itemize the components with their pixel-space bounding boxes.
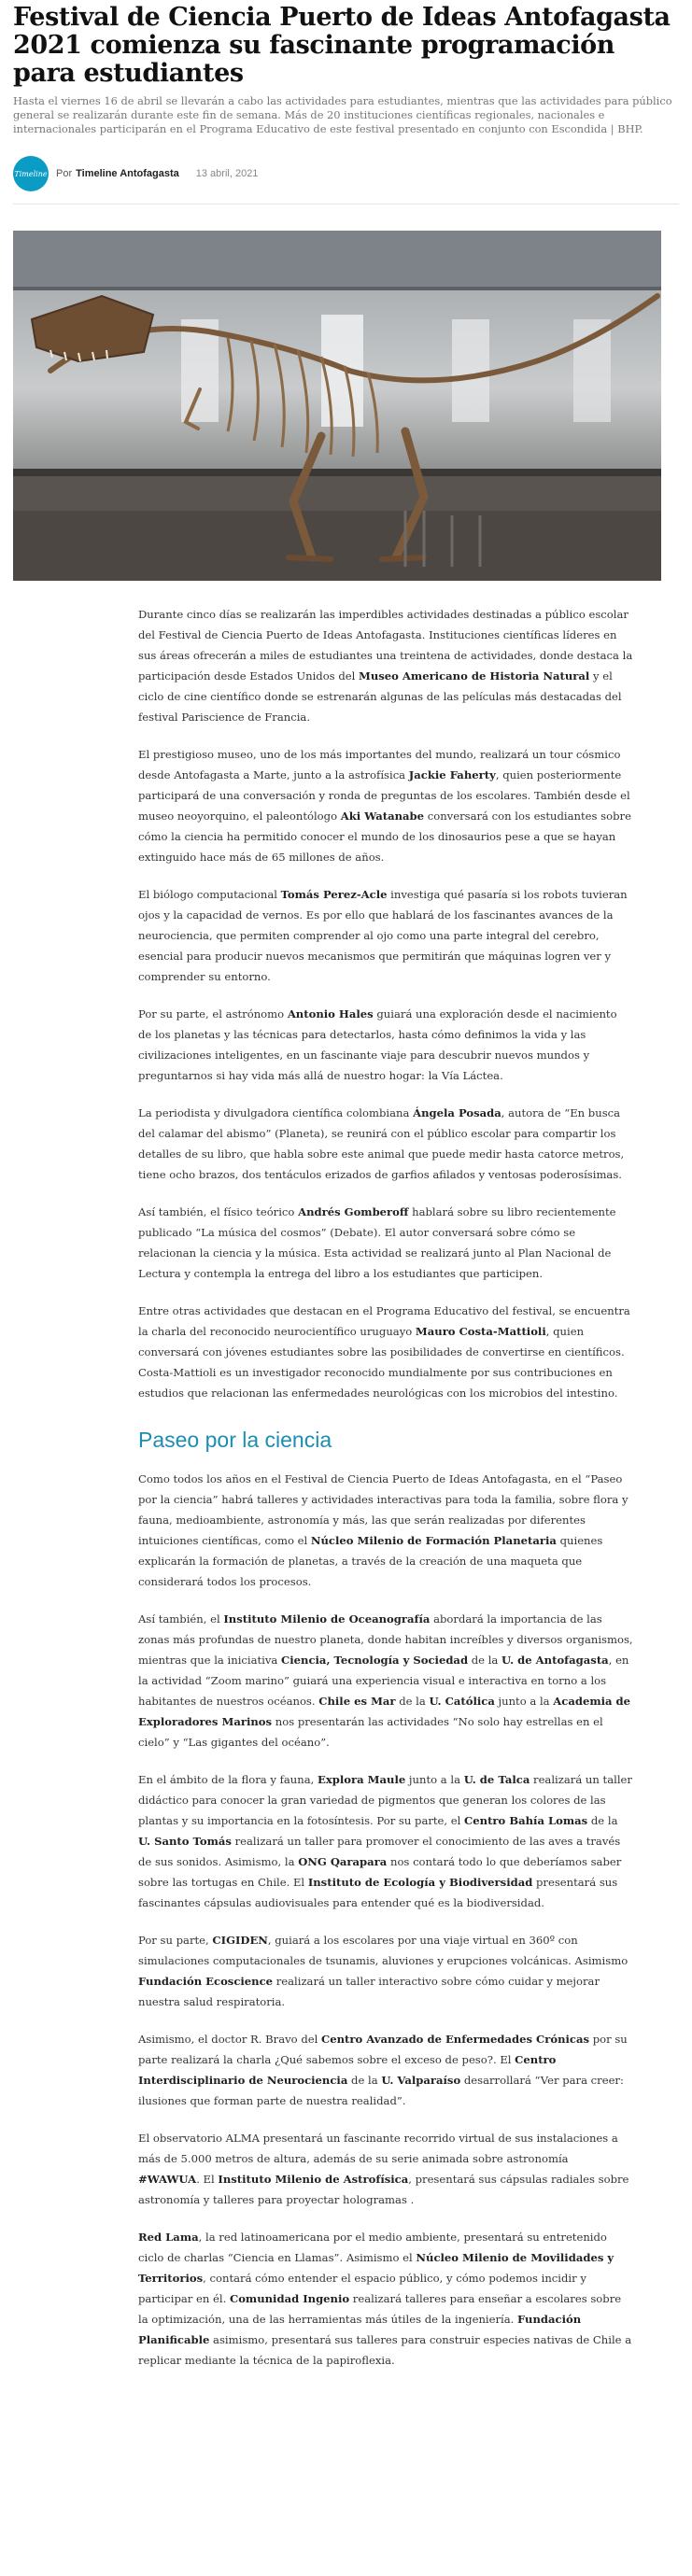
- bold-term: Comunidad Ingenio: [229, 2292, 350, 2305]
- paragraph-text: El observatorio ALMA presentará un fascinante recorrido virtual de sus instalaciones a más de 5.000 metros de altura, además de su serie animada sobre astronomía: [138, 2132, 618, 2165]
- paragraph-text: Como todos los años en el Festival de Ciencia Puerto de Ideas Antofagasta, en el “Paseo por la ciencia” habrá talleres y actividades interactivas para toda la familia, sobre flora y fauna, medioambiente, astronomía y más, las que serán realizadas por diferentes intuiciones científicas, como el: [138, 1472, 628, 1547]
- byline: [13, 155, 679, 192]
- paragraph: [138, 1004, 633, 1086]
- paragraph: [138, 1469, 633, 1592]
- bold-term: Instituto Milenio de Astrofísica: [218, 2173, 409, 2186]
- paragraph-text: La periodista y divulgadora científica colombiana: [138, 1106, 414, 1119]
- article-body: [138, 604, 633, 2371]
- bold-term: Núcleo Milenio de Movilidades y Territorios: [138, 2251, 614, 2285]
- paragraph-text: Así también, el: [138, 1612, 224, 1626]
- paragraph: [138, 1202, 633, 1284]
- bold-term: Andrés Gomberoff: [298, 1205, 409, 1218]
- bold-term: Centro Bahía Lomas: [464, 1814, 588, 1827]
- paragraph-text: abordará la importancia de las zonas más profundas de nuestro planeta, donde habitan increíbles y diversos organismos, mientras que la iniciativa: [138, 1612, 633, 1667]
- paragraph-text: presentará sus fascinantes cápsulas audiovisuales para entender qué es la biodiversidad.: [138, 1876, 618, 1909]
- paragraph: [138, 1769, 633, 1913]
- paragraph-text: Así también, el físico teórico: [138, 1205, 299, 1218]
- bold-term: U. Católica: [429, 1695, 495, 1708]
- dinosaur-skeleton-illustration: [13, 231, 661, 581]
- bold-term: Instituto de Ecología y Biodiversidad: [307, 1876, 533, 1889]
- article-header: [0, 0, 692, 192]
- article-body-part-2: [138, 1469, 633, 2371]
- paragraph-text: realizará un taller para promover el conocimiento de las aves a través de sus sonidos. Asimismo, la: [138, 1835, 621, 1868]
- author-link[interactable]: Timeline Antofagasta: [76, 168, 179, 179]
- paragraph: [138, 1609, 633, 1753]
- bold-term: Ángela Posada: [413, 1106, 501, 1119]
- paragraph-text: , presentará sus cápsulas radiales sobre astronomía y talleres para proyectar hologramas .: [138, 2173, 629, 2206]
- paragraph-text: realizará un taller interactivo sobre cómo cuidar y mejorar nuestra salud respiratoria.: [138, 1975, 600, 2008]
- paragraph-text: de la: [395, 1695, 430, 1708]
- hero-image-dinosaur-skeleton: [13, 231, 661, 581]
- bold-term: Núcleo Milenio de Formación Planetaria: [310, 1534, 557, 1547]
- paragraph-text: Por su parte,: [138, 1934, 213, 1947]
- paragraph-text: junto a la: [405, 1773, 464, 1786]
- bold-term: Tomás Perez-Acle: [280, 888, 388, 901]
- paragraph-text: Durante cinco días se realizarán las imperdibles actividades destinadas a público escolar del Festival de Ciencia Puerto de Ideas Antofagasta. Instituciones científicas líderes en sus áreas ofrecerán a miles de estudiantes una treintena de actividades, donde destaca la participación desde Estados Unidos del: [138, 608, 633, 683]
- paragraph-text: desarrollará “Ver para creer: ilusiones que forman parte de nuestra realidad”.: [138, 2074, 624, 2107]
- bold-term: Fundación Planificable: [138, 2313, 582, 2346]
- paragraph-text: quienes explicarán la formación de planetas, a través de la creación de una maqueta que considerará todos los procesos.: [138, 1534, 603, 1588]
- paragraph-text: , guiará a los escolares por una viaje virtual en 360º con simulaciones computacionales de tsunamis, aluviones y erupciones volcánicas. Asimismo: [138, 1934, 628, 1967]
- paragraph: [138, 1301, 633, 1403]
- bold-term: CIGIDEN: [212, 1934, 268, 1947]
- bold-term: Academia de Exploradores Marinos: [138, 1695, 631, 1728]
- bold-term: Instituto Milenio de Oceanografía: [223, 1612, 431, 1626]
- paragraph-text: y el ciclo de cine científico donde se estrenarán algunas de las películas más destacadas del festival Pariscience de Francia.: [138, 669, 622, 724]
- bold-term: Red Lama: [138, 2231, 199, 2244]
- bold-term: ONG Qarapara: [298, 1855, 388, 1868]
- bold-term: U. Valparaíso: [381, 2074, 461, 2087]
- paragraph-text: Por su parte, el astrónomo: [138, 1007, 288, 1021]
- paragraph-text: nos contará todo lo que deberíamos saber sobre las tortugas en Chile. El: [138, 1855, 622, 1889]
- paragraph: [138, 2128, 633, 2210]
- paragraph: [138, 2029, 633, 2111]
- bold-term: Centro Interdisciplinario de Neurociencia: [138, 2053, 557, 2087]
- paragraph-text: investiga qué pasaría si los robots tuvieran ojos y la capacidad de vernos. Es por ello que hablará de los fascinantes avances de la neurociencia, que permiten comprender al ojo como una parte integral del cerebro, esencial para producir nuevos mecanismos que permitirán que máquinas logren ver y comprender su entorno.: [138, 888, 628, 983]
- bold-term: Ciencia, Tecnología y Sociedad: [281, 1654, 469, 1667]
- paragraph-text: Asimismo, el doctor R. Bravo del: [138, 2033, 322, 2046]
- bold-term: Antonio Hales: [287, 1007, 374, 1021]
- paragraph: [138, 884, 633, 987]
- author-avatar[interactable]: [13, 156, 49, 191]
- paragraph-text: realizará talleres para enseñar a escolares sobre la optimización, una de las herramientas más útiles de la ingeniería.: [138, 2292, 622, 2326]
- paragraph: [138, 2227, 633, 2371]
- paragraph-text: conversará con los estudiantes sobre cómo la ciencia ha permitido conocer el mundo de los dinosaurios pese a que se hayan extinguido hace más de 65 millones de años.: [138, 809, 631, 864]
- by-label: Por: [56, 168, 73, 179]
- bold-term: Explora Maule: [318, 1773, 406, 1786]
- paragraph-text: de la: [587, 1814, 618, 1827]
- paragraph-text: junto a la: [494, 1695, 554, 1708]
- paragraph-text: guiará una exploración desde el nacimiento de los planetas y las técnicas para detectarlos, hasta cómo definimos la vida y las civilizaciones inteligentes, en un fascinante viaje para descubrir nuevos mundos y preguntarnos si hay vida más allá de nuestro hogar: la Vía Láctea.: [138, 1007, 617, 1082]
- paragraph-text: Entre otras actividades que destacan en el Programa Educativo del festival, se encuentra la charla del reconocido neurocientífico uruguayo: [138, 1304, 630, 1338]
- paragraph-text: , quien posteriormente participará de una conversación y ronda de preguntas de los escolares. También desde el museo neoyorquino, el paleontólogo: [138, 768, 630, 823]
- paragraph-text: hablará sobre su libro recientemente publicado “La música del cosmos” (Debate). El autor conversará sobre cómo se relacionan la ciencia y la música. Esta actividad se realizará junto al Plan Nacional de Lectura y contempla la entrega del libro a los estudiantes que participen.: [138, 1205, 616, 1280]
- article-body-part-1: [138, 604, 633, 1403]
- bold-term: Museo Americano de Historia Natural: [359, 669, 590, 683]
- paragraph: [138, 1103, 633, 1185]
- bold-term: #WAWUA: [138, 2173, 197, 2186]
- paragraph-text: , quien conversará con jóvenes estudiantes sobre las posibilidades de convertirse en científicos. Costa-Mattioli es un investigador reconocido mundialmente por sus contribuciones en estudios que relacionan las enfermedades neurológicas con los microbios del intestino.: [138, 1325, 625, 1400]
- bold-term: Chile es Mar: [318, 1695, 396, 1708]
- bold-term: U. de Antofagasta: [501, 1654, 609, 1667]
- paragraph-text: por su parte realizará la charla ¿Qué sabemos sobre el exceso de peso?. El: [138, 2033, 628, 2066]
- paragraph-text: El prestigioso museo, uno de los más importantes del mundo, realizará un tour cósmico desde Antofagasta a Marte, junto a la astrofísica: [138, 748, 621, 781]
- paragraph-text: , autora de “En busca del calamar del abismo” (Planeta), se reunirá con el público escolar para compartir los detalles de su libro, que habla sobre este animal que puede medir hasta catorce metros, tiene ocho brazos, dos tentáculos erizados de garfios afilados y ventosas poderosísimas.: [138, 1106, 625, 1181]
- article-title: Festival de Ciencia Puerto de Ideas Antofagasta 2021 comienza su fascinante programación para estudiantes: [13, 3, 671, 88]
- paragraph-text: , contará cómo entender el espacio público, y cómo podemos incidir y participar en él.: [138, 2272, 586, 2305]
- paragraph-text: El biólogo computacional: [138, 888, 281, 901]
- bold-term: U. de Talca: [463, 1773, 530, 1786]
- bold-term: U. Santo Tomás: [138, 1835, 232, 1848]
- paragraph-text: En el ámbito de la flora y fauna,: [138, 1773, 318, 1786]
- paragraph: [138, 1930, 633, 2012]
- paragraph-text: , la red latinoamericana por el medio ambiente, presentará su entretenido ciclo de charlas “Ciencia en Llamas”. Asimismo el: [138, 2231, 607, 2264]
- publish-date: 13 abril, 2021: [195, 168, 259, 179]
- paragraph: [138, 744, 633, 867]
- article-subtitle: Hasta el viernes 16 de abril se llevarán a cabo las actividades para estudiantes, mientras que las actividades para público general se realizarán durante este fin de semana. Más de 20 instituciones científicas regionales, nacionales e internacionales participarán en el Programa Educativo de este festival presentado en conjunto con Escondida | BHP.: [13, 94, 672, 135]
- paragraph-text: de la: [347, 2074, 382, 2087]
- paragraph-text: , en la actividad “Zoom marino” guiará una experiencia visual e interactiva en torno a los habitantes de nuestros océanos.: [138, 1654, 629, 1708]
- paragraph-text: . El: [196, 2173, 219, 2186]
- bold-term: Fundación Ecoscience: [138, 1975, 274, 1988]
- paragraph-text: realizará un taller didáctico para conocer la gran variedad de pigmentos que generan los colores de las plantas y su importancia en la fotosíntesis. Por su parte, el: [138, 1773, 632, 1827]
- paragraph-text: asimismo, presentará sus talleres para construir especies nativas de Chile a replicar mediante la técnica de la papiroflexia.: [138, 2333, 632, 2367]
- paragraph-text: de la: [468, 1654, 502, 1667]
- bold-term: Centro Avanzado de Enfermedades Crónicas: [321, 2033, 590, 2046]
- paragraph-text: nos presentarán las actividades “No solo hay estrellas en el cielo” y “Las gigantes del océano”.: [138, 1715, 603, 1749]
- bold-term: Aki Watanabe: [340, 809, 425, 823]
- bold-term: Mauro Costa-Mattioli: [415, 1325, 546, 1338]
- author-logo-text: Timeline: [14, 169, 48, 178]
- paragraph: [138, 604, 633, 727]
- section-heading-paseo: Paseo por la ciencia: [138, 1428, 332, 1452]
- bold-term: Jackie Faherty: [408, 768, 496, 781]
